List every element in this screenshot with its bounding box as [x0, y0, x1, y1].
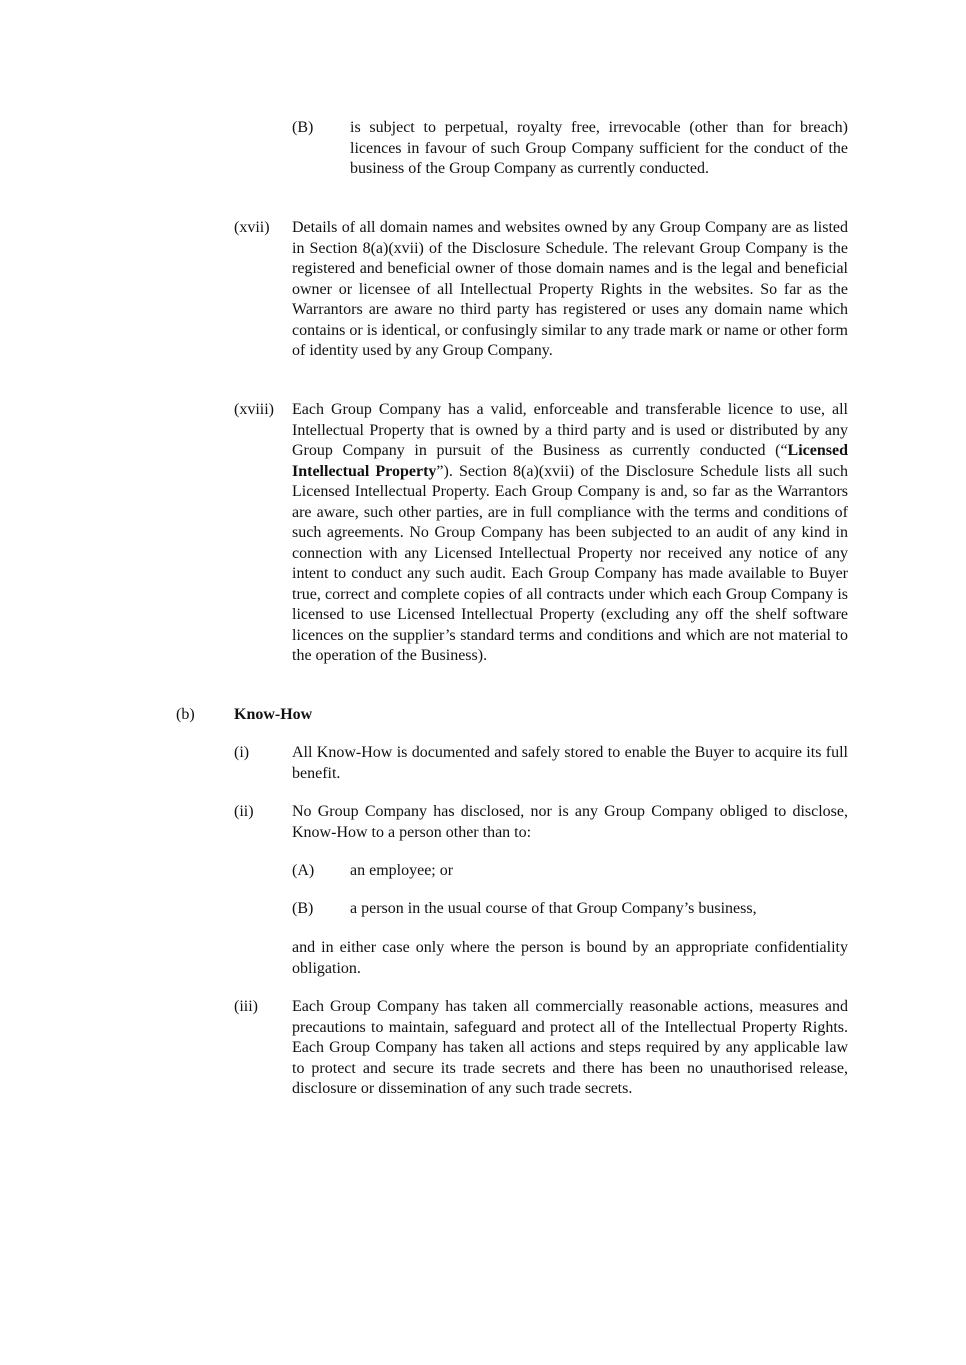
clause-label: (A) — [292, 862, 315, 879]
clause-i — [234, 743, 848, 784]
clause-text-after: ”). Section 8(a)(xvii) of the Disclosure Schedule lists all such Licensed Intellectual Property. Each Group Company is and, so far as the Warrantors are aware, such other parties, are in full compliance with the terms and conditions of such agreements. No Group Company has been subjected to an audit of any kind in connection with any Licensed Intellectual Property nor received any notice of any intent to conduct any such audit. Each Group Company has made available to Buyer true, correct and complete copies of all contracts under which each Group Company is licensed to use Licensed Intellectual Property (excluding any off the shelf software licences on the supplier’s standard terms and conditions and which are not material to the operation of the Business). — [292, 462, 848, 664]
defined-term: Licensed Intellectual Property — [292, 442, 848, 480]
clause-xvii — [234, 218, 848, 362]
clause-text — [292, 400, 848, 667]
clause-ii — [234, 802, 848, 843]
clause-label: (iii) — [234, 998, 258, 1015]
clause-label: (ii) — [234, 803, 254, 820]
clause-label: (i) — [234, 744, 250, 761]
clause-ii-tail — [292, 938, 848, 979]
clause-label: (B) — [292, 900, 314, 917]
section-label: (b) — [176, 706, 195, 723]
clause-label: (xvii) — [234, 219, 270, 236]
clause-text-before: Each Group Company has a valid, enforceable and transferable licence to use, all Intellectual Property that is owned by a third party and is used or distributed by any Group Company in pursuit of the Business as currently conducted (“ — [292, 401, 848, 459]
clause-b-sub — [292, 118, 848, 180]
section-b-heading — [176, 705, 848, 726]
clause-iii — [234, 997, 848, 1100]
clause-text: is subject to perpetual, royalty free, irrevocable (other than for breach) licences in favour of such Group Company sufficient for the conduct of the business of the Group Company as currently conducted. — [350, 119, 848, 177]
clause-ii-b — [292, 899, 848, 920]
clause-xviii — [234, 400, 848, 667]
clause-text: and in either case only where the person is bound by an appropriate confidentiality obligation. — [292, 939, 848, 977]
clause-ii-a — [292, 861, 848, 882]
section-heading: Know-How — [234, 706, 313, 723]
clause-text: Details of all domain names and websites owned by any Group Company are as listed in Section 8(a)(xvii) of the Disclosure Schedule. The relevant Group Company is the registered and beneficial owner of those domain names and is the legal and beneficial owner or licensee of all Intellectual Property Rights in the websites. So far as the Warrantors are aware no third party has registered or uses any domain name which contains or is identical, or confusingly similar to any trade mark or name or other form of identity used by any Group Company. — [292, 219, 848, 359]
clause-text: a person in the usual course of that Group Company’s business, — [350, 900, 757, 917]
clause-label: (B) — [292, 119, 314, 136]
clause-text: No Group Company has disclosed, nor is any Group Company obliged to disclose, Know-How to a person other than to: — [292, 803, 848, 841]
clause-text: an employee; or — [350, 862, 454, 879]
clause-label: (xviii) — [234, 401, 274, 418]
clause-text: All Know-How is documented and safely stored to enable the Buyer to acquire its full benefit. — [292, 744, 848, 782]
clause-text: Each Group Company has taken all commercially reasonable actions, measures and precautions to maintain, safeguard and protect all of the Intellectual Property Rights. Each Group Company has taken all actions and steps required by any applicable law to protect and secure its trade secrets and there has been no unauthorised release, disclosure or dissemination of any such trade secrets. — [292, 998, 848, 1097]
